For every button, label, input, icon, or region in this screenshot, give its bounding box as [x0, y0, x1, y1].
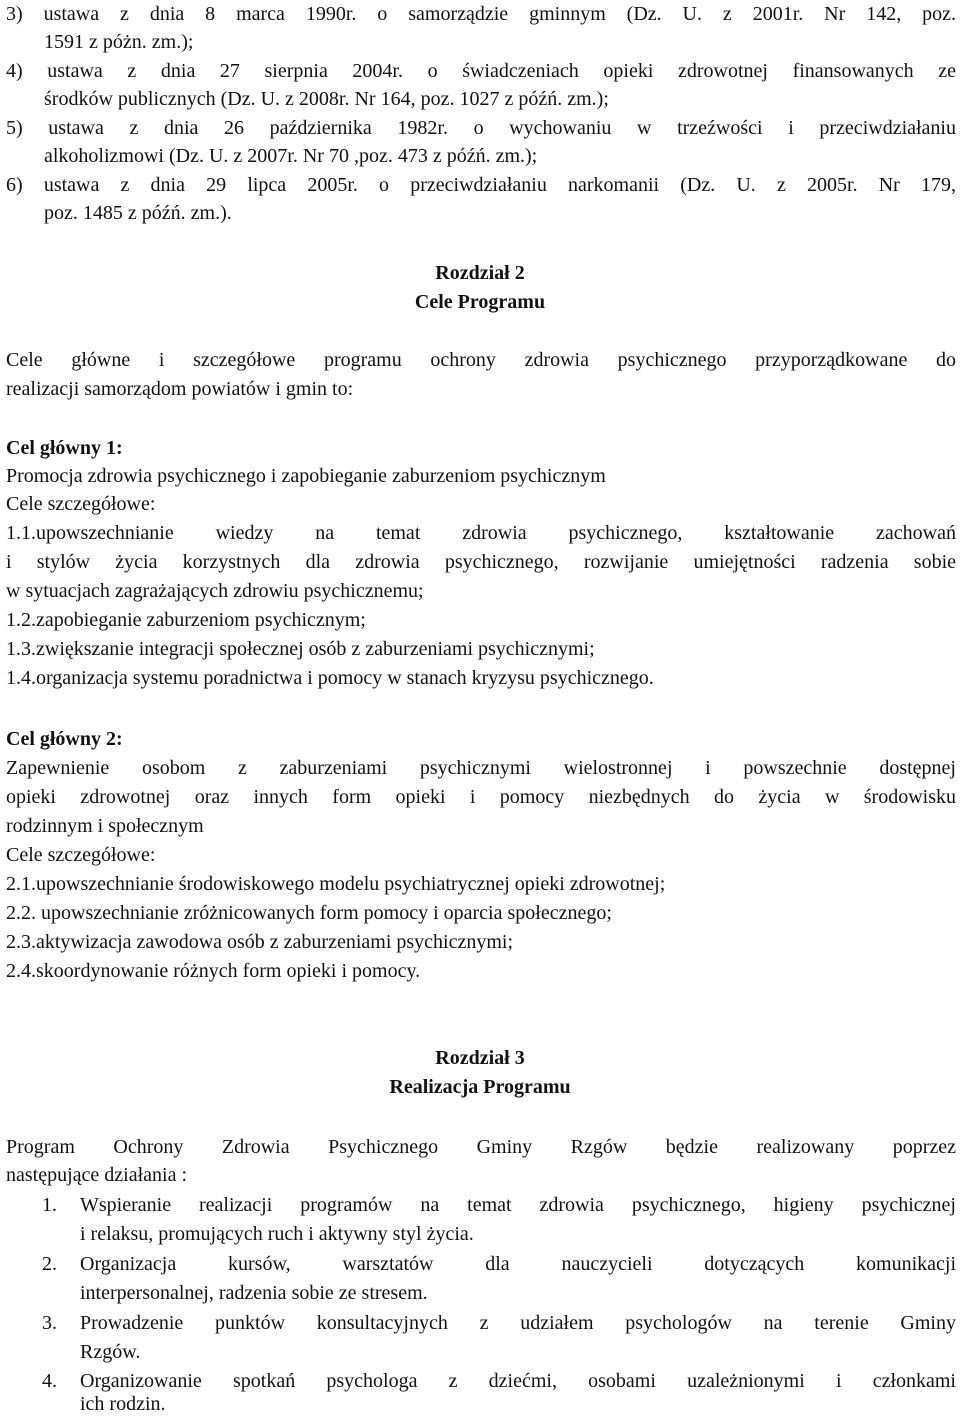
goal2-text-line2: opieki zdrowotnej oraz innych form opieki i pomocy niezbędnych do życia w środowisku [6, 786, 956, 808]
goal2-label: Cel główny 2: [6, 728, 123, 750]
goal2-item2: 2.2. upowszechnianie zróżnicowanych form pomocy i oparcia społecznego; [6, 902, 612, 924]
legal-item-4-line1: 4) ustawa z dnia 27 sierpnia 2004r. o świadczeniach opieki zdrowotnej finansowanych ze [6, 60, 956, 82]
goal1-text: Promocja zdrowia psychicznego i zapobieganie zaburzeniom psychicznym [6, 465, 606, 487]
legal-item-6-line1: 6) ustawa z dnia 29 lipca 2005r. o przeciwdziałaniu narkomanii (Dz. U. z 2005r. Nr 179, [6, 174, 956, 196]
action-1-line2: i relaksu, promujących ruch i aktywny styl życia. [80, 1223, 474, 1245]
action-2-line1: Organizacja kursów, warsztatów dla nauczycieli dotyczących komunikacji [80, 1253, 956, 1275]
action-4-line2: ich rodzin. [80, 1393, 166, 1415]
goal2-sub-label: Cele szczegółowe: [6, 844, 156, 866]
action-1-line1: Wspieranie realizacji programów na temat zdrowia psychicznego, higieny psychicznej [80, 1194, 956, 1216]
legal-item-5-line2: alkoholizmowi (Dz. U. z 2007r. Nr 70 ,poz. 473 z późń. zm.); [44, 145, 538, 167]
goal1-item1-line1: 1.1.upowszechnianie wiedzy na temat zdrowia psychicznego, kształtowanie zachowań [6, 522, 956, 544]
legal-item-6-line2: poz. 1485 z późń. zm.). [44, 202, 232, 224]
legal-item-3-line2: 1591 z póżn. zm.); [44, 31, 194, 53]
goal2-item3: 2.3.aktywizacja zawodowa osób z zaburzeniami psychicznymi; [6, 931, 514, 953]
chapter2-intro-line2: realizacji samorządom powiatów i gmin to: [6, 378, 354, 400]
chapter3-heading: Rozdział 3 [435, 1047, 525, 1069]
goal1-sub-label: Cele szczegółowe: [6, 493, 156, 515]
action-3-line1: Prowadzenie punktów konsultacyjnych z udziałem psychologów na terenie Gminy [80, 1312, 956, 1334]
goal2-item1: 2.1.upowszechnianie środowiskowego modelu psychiatrycznej opieki zdrowotnej; [6, 873, 666, 895]
goal1-item4: 1.4.organizacja systemu poradnictwa i pomocy w stanach kryzysu psychicznego. [6, 667, 654, 689]
action-3-number: 3. [42, 1312, 57, 1334]
goal2-text-line3: rodzinnym i społecznym [6, 815, 204, 837]
action-1-number: 1. [42, 1194, 57, 1216]
chapter3-intro-line2: następujące działania : [6, 1164, 188, 1186]
goal2-text-line1: Zapewnienie osobom z zaburzeniami psychicznymi wielostronnej i powszechnie dostępnej [6, 757, 956, 779]
chapter3-intro-line1: Program Ochrony Zdrowia Psychicznego Gminy Rzgów będzie realizowany poprzez [6, 1136, 956, 1158]
action-4-number: 4. [42, 1370, 57, 1392]
goal1-item1-line3: w sytuacjach zagrażających zdrowiu psychicznemu; [6, 580, 424, 602]
legal-item-3-line1: 3) ustawa z dnia 8 marca 1990r. o samorządzie gminnym (Dz. U. z 2001r. Nr 142, poz. [6, 3, 956, 25]
action-4-line1: Organizowanie spotkań psychologa z dziećmi, osobami uzależnionymi i członkami [80, 1370, 956, 1392]
chapter2-intro-line1: Cele główne i szczegółowe programu ochrony zdrowia psychicznego przyporządkowane do [6, 349, 956, 371]
goal2-item4: 2.4.skoordynowanie różnych form opieki i pomocy. [6, 960, 421, 982]
action-2-line2: interpersonalnej, radzenia sobie ze stresem. [80, 1282, 428, 1304]
goal1-item3: 1.3.zwiększanie integracji społecznej osób z zaburzeniami psychicznymi; [6, 638, 595, 660]
goal1-item2: 1.2.zapobieganie zaburzeniom psychicznym; [6, 609, 366, 631]
goal1-item1-line2: i stylów życia korzystnych dla zdrowia psychicznego, rozwijanie umiejętności radzenia sobie [6, 551, 956, 573]
action-2-number: 2. [42, 1253, 57, 1275]
action-3-line2: Rzgów. [80, 1341, 141, 1363]
chapter2-title: Cele Programu [414, 291, 546, 313]
chapter3-title: Realizacja Programu [389, 1076, 571, 1098]
legal-item-4-line2: środków publicznych (Dz. U. z 2008r. Nr 164, poz. 1027 z późń. zm.); [44, 88, 609, 110]
chapter2-heading: Rozdział 2 [435, 262, 525, 284]
goal1-label: Cel główny 1: [6, 437, 123, 459]
legal-item-5-line1: 5) ustawa z dnia 26 października 1982r. o wychowaniu w trzeźwości i przeciwdziałaniu [6, 117, 956, 139]
